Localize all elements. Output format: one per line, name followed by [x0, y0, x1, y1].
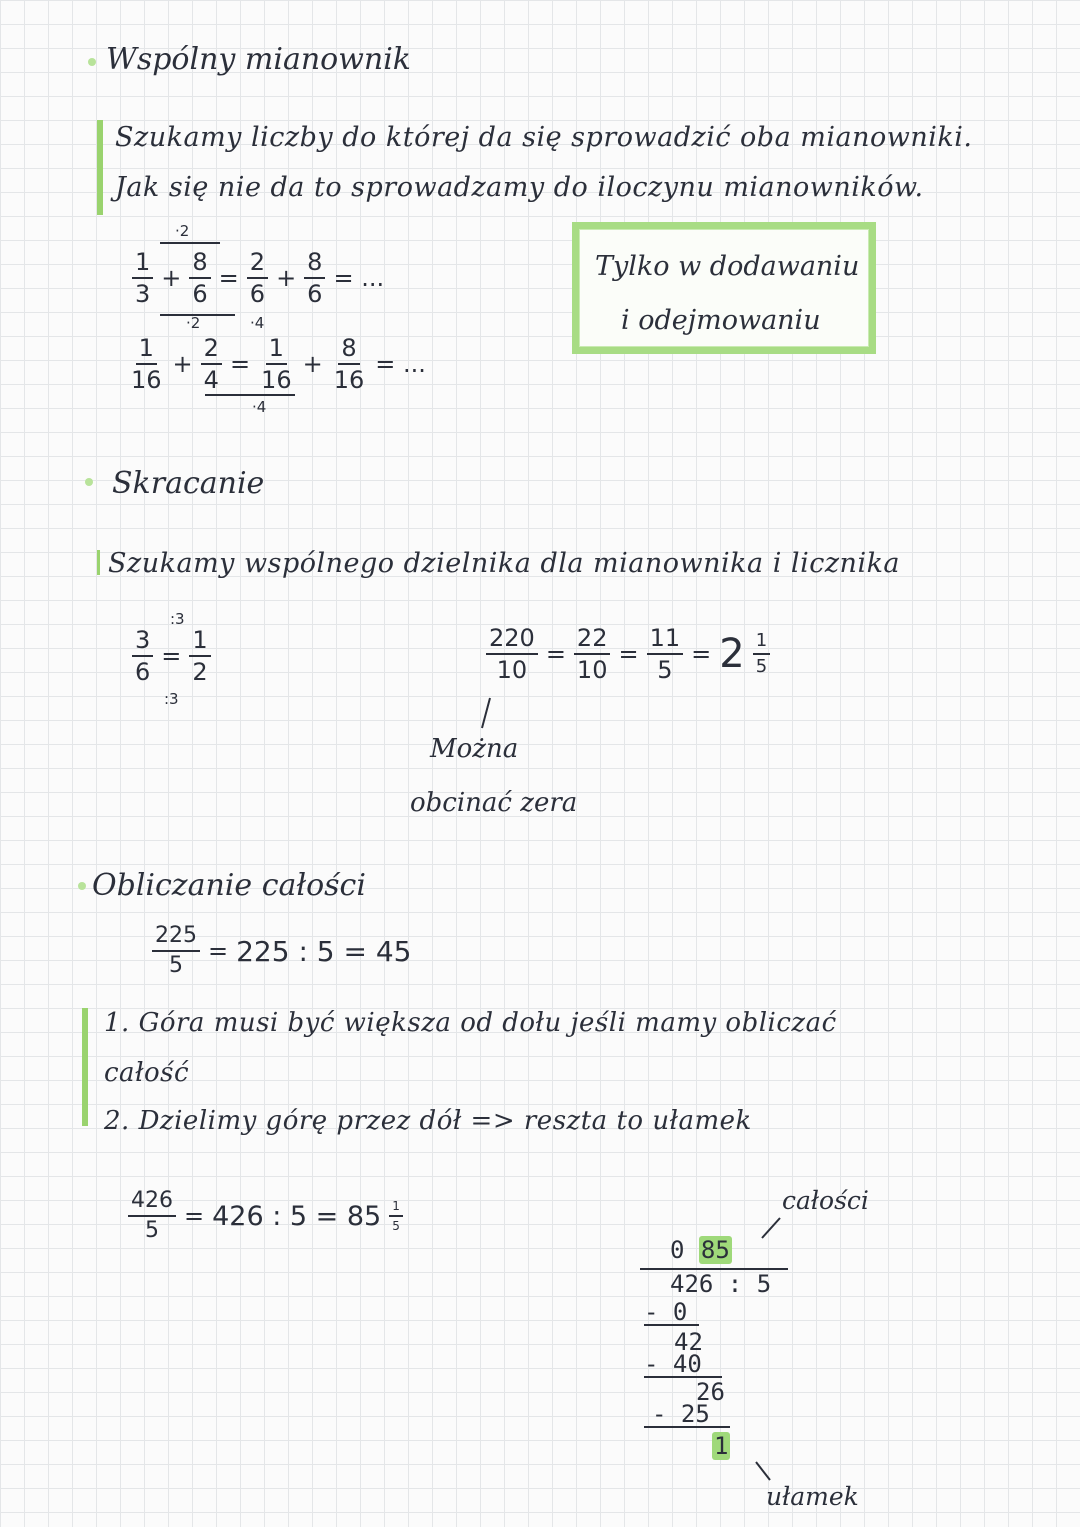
equation-wholes-1: $\frac{225}{5}$ = 225 : 5 = 45 [152, 925, 412, 977]
fraction: $\frac{2}{6}$ [247, 250, 268, 306]
rule-text: 1. Góra musi być większa od dołu jeśli mamy obliczać [104, 1008, 837, 1038]
rule-text: Szukamy wspólnego dzielnika dla mianownika i licznika [108, 548, 901, 579]
label-fraction: ułamek [766, 1482, 859, 1511]
rule-text: 2. Dzielimy górę przez dół => reszta to ułamek [104, 1106, 752, 1136]
fraction: $\frac{426}{5}$ [128, 1190, 176, 1242]
rule-text: całość [104, 1058, 190, 1088]
subtraction: - 0 [644, 1300, 699, 1326]
equation-common-denominator-2: $\frac{1}{16}$ + $\frac{2}{4}$ = $\frac{1}{16}$ + $\frac{8}{16}$ = ... [128, 336, 426, 392]
divisor-mark: :3 [170, 610, 185, 628]
bracket-line [160, 242, 220, 244]
fraction: $\frac{225}{5}$ [152, 925, 200, 977]
equation-reduce-1: $\frac{3}{6}$ = $\frac{1}{2}$ [132, 628, 211, 684]
multiplier-mark: ·2 [186, 314, 201, 332]
annotation-text: Można [430, 734, 519, 764]
bullet-dot [85, 478, 93, 486]
section-title-common-denominator: Wspólny mianownik [106, 42, 411, 77]
fraction: $\frac{1}{16}$ [261, 334, 292, 394]
fraction: $\frac{1}{2}$ [189, 628, 210, 684]
multiplier-mark: ·2 [175, 222, 190, 240]
fraction: $\frac{3}{6}$ [132, 628, 153, 684]
fraction: $\frac{11}{5}$ [647, 626, 684, 682]
division-expression: 225 : 5 = 45 [236, 934, 412, 968]
mixed-whole: 2 [719, 631, 745, 677]
fraction: $\frac{22}{10}$ [574, 626, 611, 682]
section-title-reducing: Skracanie [112, 466, 265, 501]
highlight-bar [97, 120, 103, 215]
pointer-line [476, 694, 496, 734]
fraction: $\frac{8}{6}$ [189, 250, 210, 306]
fraction: $\frac{1}{3}$ [132, 250, 153, 306]
label-wholes: całości [782, 1186, 869, 1215]
subtraction: - 40 [644, 1352, 722, 1378]
rule-text: Szukamy liczby do której da się sprowadzić oba mianowniki. [115, 122, 973, 153]
note-box-line: i odejmowaniu [621, 305, 821, 336]
subtraction: - 25 [644, 1402, 730, 1428]
quotient-highlight: 85 [700, 1236, 730, 1264]
equation-reduce-2: $\frac{220}{10}$ = $\frac{22}{10}$ = $\frac{11}{5}$ = 2 $\frac{1}{5}$ [486, 626, 770, 682]
partial-result: 42 [674, 1328, 703, 1356]
equation-wholes-2: $\frac{426}{5}$ = 426 : 5 = 85 $\frac{1}{5}$ [128, 1190, 403, 1242]
equation-common-denominator-1: $\frac{1}{3}$ + $\frac{8}{6}$ = $\frac{2}{6}$ + $\frac{8}{6}$ = ... [132, 250, 384, 306]
long-division [640, 1238, 820, 1468]
section-title-wholes: Obliczanie całości [92, 868, 366, 903]
fraction: $\frac{1}{5}$ [753, 632, 770, 676]
partial-result: 26 [696, 1378, 725, 1406]
pointer-line [756, 1214, 786, 1244]
dividend: 426 : 5 [670, 1270, 772, 1298]
bullet-dot [78, 882, 86, 890]
annotation-text: obcinać zera [410, 788, 578, 818]
divisor-mark: :3 [164, 690, 179, 708]
remainder-highlight: 1 [714, 1432, 729, 1460]
multiplier-mark: ·4 [252, 398, 267, 416]
division-expression: 426 : 5 = 85 [212, 1200, 382, 1232]
fraction: $\frac{2}{4}$ [201, 336, 222, 392]
bracket-line [205, 394, 295, 396]
highlight-bar [82, 1008, 88, 1126]
highlight-bar [97, 550, 100, 575]
fraction: $\frac{1}{16}$ [131, 334, 162, 394]
note-box-line: Tylko w dodawaniu [595, 251, 860, 282]
quotient-digit: 0 [670, 1236, 685, 1264]
fraction: $\frac{220}{10}$ [486, 626, 538, 682]
note-box [572, 222, 876, 354]
fraction: $\frac{8}{6}$ [304, 250, 325, 306]
multiplier-mark: ·4 [250, 314, 265, 332]
rule-text: Jak się nie da to sprowadzamy do iloczynu mianowników. [115, 172, 924, 203]
bullet-dot [88, 58, 96, 66]
fraction: $\frac{8}{16}$ [333, 334, 365, 394]
fraction: $\frac{1}{5}$ [389, 1200, 403, 1232]
